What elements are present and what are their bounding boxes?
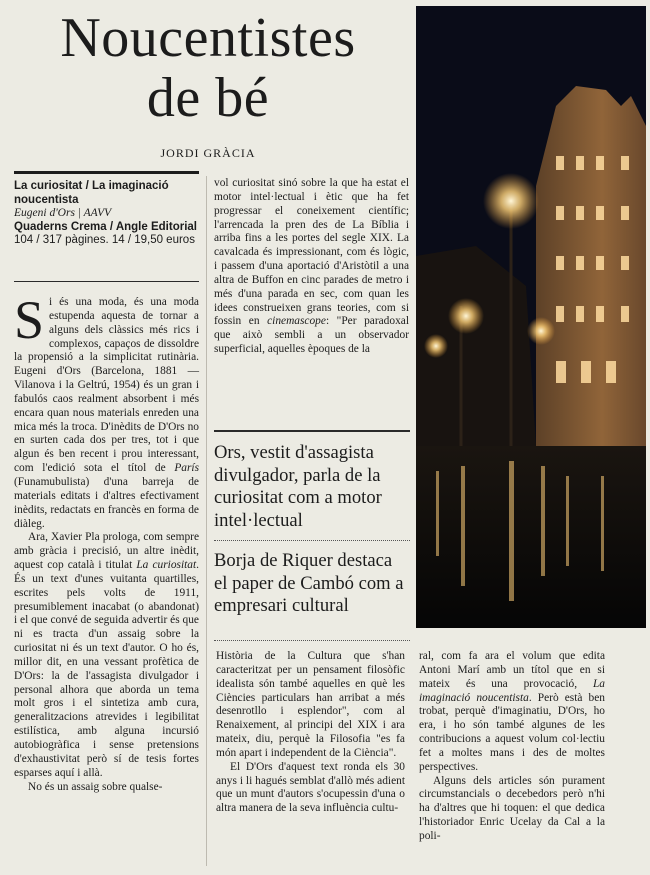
column-divider bbox=[206, 176, 207, 866]
night-street-photo bbox=[416, 6, 646, 628]
article-column-2 bbox=[214, 177, 409, 357]
pullquote-2: Borja de Riquer destaca el paper de Cambó com a empresari cultural bbox=[214, 550, 404, 616]
article-column-3 bbox=[216, 650, 405, 816]
pullquote-divider bbox=[214, 540, 410, 541]
paragraph-4: vol curiositat sinó sobre la que ha estat el motor intel·lectual i ètic que ha fet progressar el coneixement científic; l'arrencada la pren des de La Bíblia i arriba fins a les portes del segle XIX. La cavalcada és impressionant, com és lògic, i passem d'una aportació d'Aristòtil a una altra de Buffon en cinc parades de metro i més d'una parada en sec, com quan les idees construeixen grans teories, com si fossin en cinemascope: "Per paradoxal que això sembli a un observador superficial, aquelles èpoques de la bbox=[214, 177, 409, 356]
paragraph-3: No és un assaig sobre qualse- bbox=[28, 780, 163, 793]
paragraph-6: El D'Ors d'aquest text ronda els 30 anys i li hagués semblat d'allò més adient que un munt d'autors s'ocupessin d'una o altra manera de la seva influència cultu- bbox=[216, 760, 405, 815]
book-info-box bbox=[14, 180, 199, 248]
headline-line-1: Noucentistes bbox=[60, 7, 356, 69]
byline: JORDI GRÀCIA bbox=[160, 146, 256, 160]
book-details: 104 / 317 pàgines. 14 / 19,50 euros bbox=[14, 234, 195, 247]
book-box-rule bbox=[14, 171, 199, 174]
drop-cap: S bbox=[14, 290, 45, 350]
paragraph-8: Alguns dels articles són purament circumstancials o decebedors però n'hi ha d'altres que hi toquen: el que dedica l'historiador Enric Ucelay da Cal a la poli- bbox=[419, 774, 605, 842]
article-column-1 bbox=[14, 290, 199, 794]
book-title: La curiositat / La imaginació noucentista bbox=[14, 180, 169, 206]
paragraph-2: Ara, Xavier Pla prologa, com sempre amb gràcia i precisió, un altre inèdit, aquest cop català i titulat La curiositat. És un text d'unes vuitanta quartilles, escrites pels volts de 1911, presumiblement inacabat (o abandonat) i el que convé de seguida advertir és que ni es tracta d'un assaig sobre la curiositat ni és un text d'autor. O ho és, millor dit, en una vessant profètica de D'Ors: la de l'assagista divulgador i personal alhora que aborda un tema molt gros i el sintetiza amb cura, generalitzacions atrevides i legibilitat estilística, amb alguna incursió autobiogràfica i sense pretensions d'exhaustivitat però sí de tesis fortes esparses aquí i allà. bbox=[14, 531, 199, 779]
pullquote-2-bottom-rule bbox=[214, 640, 410, 641]
paragraph-1: Si és una moda, és una moda estupenda aquesta de tornar a alguns dels clàssics més rics i complexos, capaços de dissoldre la propensió a la simplicitat rutinària. Eugeni d'Ors (Barcelona, 1881 — Vilanova i la Geltrú, 1954) és un gran i fabulós caos realment absorbent i més encara quan nous materials enreden una mica més la troca. D'inèdits de D'Ors no en surten cada dos per tres, tot i que algun és ben recent i prou interessant, com l'edició sota el títol de París (Funamubulista) d'una barreja de materials editats i d'altres efectivament inèdits, redactats en francès en forma de diàleg. bbox=[14, 290, 199, 530]
book-author: Eugeni d'Ors | AAVV bbox=[14, 207, 112, 220]
article-column-4 bbox=[419, 650, 605, 844]
book-publisher: Quaderns Crema / Angle Editorial bbox=[14, 220, 197, 233]
pullquote-1: Ors, vestit d'assagista divulgador, parla de la curiositat com a motor intel·lectual bbox=[214, 442, 382, 531]
book-box-bottom-rule bbox=[14, 281, 199, 282]
headline bbox=[8, 8, 408, 128]
night-building-image bbox=[416, 6, 646, 628]
pullquote-1-top-rule bbox=[214, 430, 410, 432]
headline-line-2: de bé bbox=[146, 67, 270, 129]
paragraph-7: ral, com fa ara el volum que edita Antoni Marí amb un títol que en si mateix és una provocació, La imaginació noucentista. Però està ben trobat, perquè d'imaginatiu, D'Ors, ho era, i ho són també algunes de les contribucions a aquest volum col·lectiu fet a moltes mans i des de moltes perspectives. bbox=[419, 650, 605, 773]
paragraph-5: Història de la Cultura que s'han caracteritzat per un pensament filosòfic idealista són també aquelles en què les Ciències particulars han arribat a més desenrotllo i esplendor", com al Renaixement, al principi del XIX i ara mateix, diu, perquè la Filosofia "es fa món apart i independent de la Ciència". bbox=[216, 650, 405, 759]
